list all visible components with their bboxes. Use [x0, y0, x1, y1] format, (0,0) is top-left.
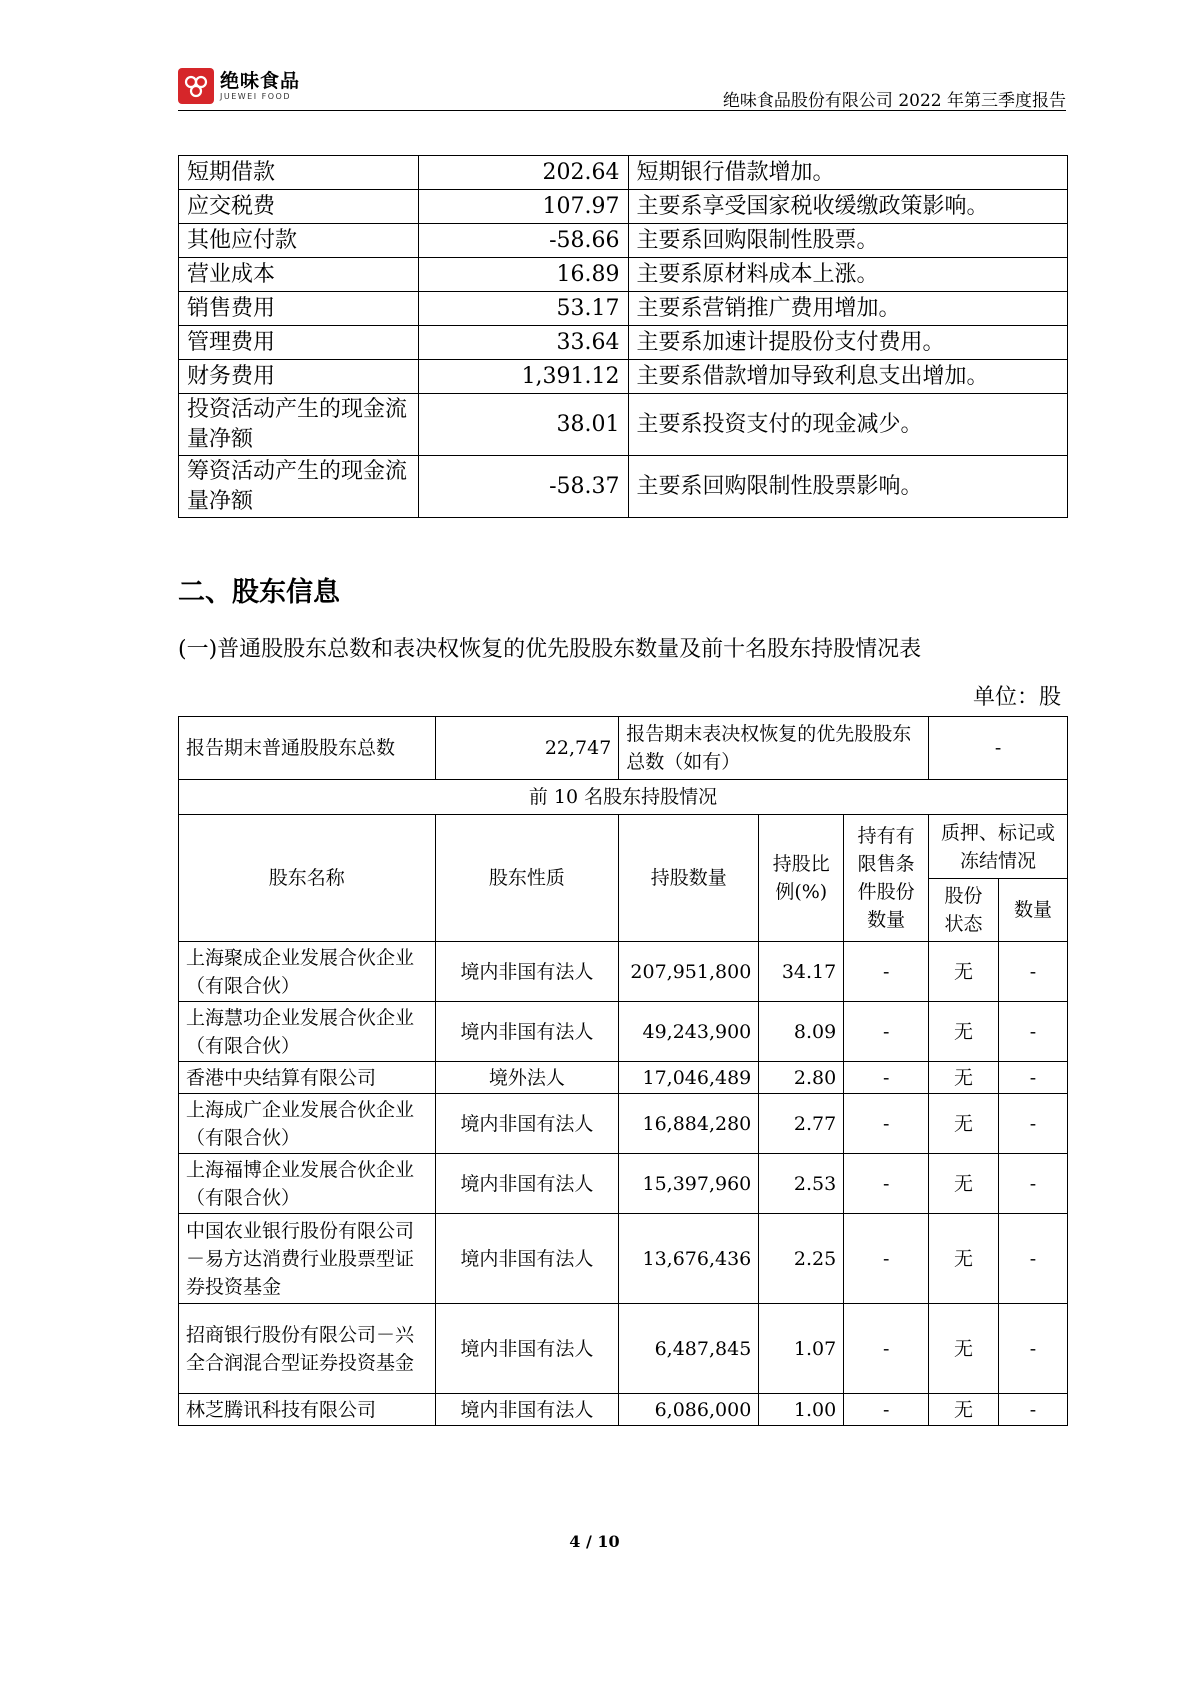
- cell-shares: 15,397,960: [619, 1154, 759, 1214]
- cell-name: 上海聚成企业发展合伙企业（有限合伙）: [179, 942, 436, 1002]
- cell-reason: 短期银行借款增加。: [628, 156, 1067, 190]
- header-shares: 持股数量: [619, 815, 759, 942]
- cell-item: 营业成本: [179, 258, 419, 292]
- page-header: [178, 60, 1066, 112]
- cell-name: 香港中央结算有限公司: [179, 1062, 436, 1094]
- cell-status: 无: [929, 1002, 999, 1062]
- total-value: 22,747: [435, 717, 619, 780]
- cell-item: 销售费用: [179, 292, 419, 326]
- cell-quantity: -: [999, 1304, 1068, 1394]
- cell-value: -58.66: [418, 224, 628, 258]
- cell-ratio: 8.09: [759, 1002, 844, 1062]
- report-title: 绝味食品股份有限公司 2022 年第三季度报告: [722, 91, 1066, 111]
- cell-value: 107.97: [418, 190, 628, 224]
- cell-reason: 主要系原材料成本上涨。: [628, 258, 1067, 292]
- cell-name: 上海慧功企业发展合伙企业（有限合伙）: [179, 1002, 436, 1062]
- cell-nature: 境内非国有法人: [435, 1094, 619, 1154]
- table-row: [179, 942, 1068, 1002]
- section-subtitle: (一)普通股股东总数和表决权恢复的优先股股东数量及前十名股东持股情况表: [178, 637, 922, 662]
- cell-name: 中国农业银行股份有限公司－易方达消费行业股票型证券投资基金: [179, 1214, 436, 1304]
- cell-reason: 主要系加速计提股份支付费用。: [628, 326, 1067, 360]
- top10-title: 前 10 名股东持股情况: [179, 780, 1068, 815]
- cell-restricted: -: [844, 1062, 929, 1094]
- cell-status: 无: [929, 1094, 999, 1154]
- cell-shares: 6,086,000: [619, 1394, 759, 1426]
- cell-name: 上海成广企业发展合伙企业（有限合伙）: [179, 1094, 436, 1154]
- cell-shares: 49,243,900: [619, 1002, 759, 1062]
- header-pledge: 质押、标记或冻结情况: [929, 815, 1068, 879]
- top10-title-row: [179, 780, 1068, 815]
- cell-quantity: -: [999, 1094, 1068, 1154]
- cell-reason: 主要系借款增加导致利息支出增加。: [628, 360, 1067, 394]
- header-name: 股东名称: [179, 815, 436, 942]
- changes-table: [178, 155, 1068, 518]
- cell-quantity: -: [999, 1062, 1068, 1094]
- header-quantity: 数量: [999, 879, 1068, 942]
- header-ratio: 持股比例(%): [759, 815, 844, 942]
- cell-item: 短期借款: [179, 156, 419, 190]
- table-row: [179, 456, 1068, 518]
- totals-row: [179, 717, 1068, 780]
- cell-item: 应交税费: [179, 190, 419, 224]
- cell-status: 无: [929, 1062, 999, 1094]
- cell-name: 招商银行股份有限公司－兴全合润混合型证券投资基金: [179, 1304, 436, 1394]
- table-row: [179, 1062, 1068, 1094]
- table-row: [179, 1304, 1068, 1394]
- cell-shares: 207,951,800: [619, 942, 759, 1002]
- logo-en-text: JUEWEI FOOD: [220, 92, 291, 101]
- cell-item: 投资活动产生的现金流量净额: [179, 394, 419, 456]
- pref-label: 报告期末表决权恢复的优先股股东总数（如有）: [619, 717, 929, 780]
- cell-item: 管理费用: [179, 326, 419, 360]
- header-divider: [178, 110, 1066, 111]
- table-row: [179, 156, 1068, 190]
- cell-value: 1,391.12: [418, 360, 628, 394]
- cell-name: 林芝腾讯科技有限公司: [179, 1394, 436, 1426]
- cell-status: 无: [929, 1214, 999, 1304]
- cell-quantity: -: [999, 1154, 1068, 1214]
- cell-ratio: 34.17: [759, 942, 844, 1002]
- cell-ratio: 2.80: [759, 1062, 844, 1094]
- cell-status: 无: [929, 1154, 999, 1214]
- unit-label: 单位：股: [972, 685, 1061, 710]
- header-row-1: [179, 815, 1068, 879]
- pref-value: -: [929, 717, 1068, 780]
- cell-restricted: -: [844, 1094, 929, 1154]
- cell-item: 筹资活动产生的现金流量净额: [179, 456, 419, 518]
- shareholders-table: [178, 716, 1068, 1426]
- logo-cn-text: 绝味食品: [220, 70, 301, 92]
- table-row: [179, 190, 1068, 224]
- table-row: [179, 224, 1068, 258]
- cell-ratio: 2.77: [759, 1094, 844, 1154]
- cell-item: 财务费用: [179, 360, 419, 394]
- table-row: [179, 292, 1068, 326]
- section-title: 二、股东信息: [178, 577, 340, 608]
- cell-ratio: 2.53: [759, 1154, 844, 1214]
- table-row: [179, 1002, 1068, 1062]
- cell-nature: 境内非国有法人: [435, 1304, 619, 1394]
- cell-quantity: -: [999, 1214, 1068, 1304]
- cell-restricted: -: [844, 1304, 929, 1394]
- cell-quantity: -: [999, 1394, 1068, 1426]
- cell-reason: 主要系回购限制性股票影响。: [628, 456, 1067, 518]
- cell-nature: 境内非国有法人: [435, 1002, 619, 1062]
- table-row: [179, 1214, 1068, 1304]
- cell-nature: 境内非国有法人: [435, 1154, 619, 1214]
- cell-reason: 主要系投资支付的现金减少。: [628, 394, 1067, 456]
- table-row: [179, 360, 1068, 394]
- cell-value: 38.01: [418, 394, 628, 456]
- table-row: [179, 1394, 1068, 1426]
- total-label: 报告期末普通股股东总数: [179, 717, 436, 780]
- cell-status: 无: [929, 942, 999, 1002]
- cell-shares: 16,884,280: [619, 1094, 759, 1154]
- cell-reason: 主要系营销推广费用增加。: [628, 292, 1067, 326]
- cell-shares: 13,676,436: [619, 1214, 759, 1304]
- table-row: [179, 394, 1068, 456]
- cell-name: 上海福博企业发展合伙企业（有限合伙）: [179, 1154, 436, 1214]
- header-nature: 股东性质: [435, 815, 619, 942]
- cell-value: 202.64: [418, 156, 628, 190]
- cell-value: -58.37: [418, 456, 628, 518]
- cell-reason: 主要系回购限制性股票。: [628, 224, 1067, 258]
- cell-ratio: 2.25: [759, 1214, 844, 1304]
- cell-reason: 主要系享受国家税收缓缴政策影响。: [628, 190, 1067, 224]
- cell-nature: 境外法人: [435, 1062, 619, 1094]
- cell-restricted: -: [844, 1154, 929, 1214]
- company-logo: [178, 68, 300, 104]
- table-row: [179, 1154, 1068, 1214]
- cell-nature: 境内非国有法人: [435, 1394, 619, 1426]
- cell-ratio: 1.00: [759, 1394, 844, 1426]
- cell-quantity: -: [999, 942, 1068, 1002]
- logo-icon: [178, 68, 214, 104]
- cell-restricted: -: [844, 1394, 929, 1426]
- cell-shares: 6,487,845: [619, 1304, 759, 1394]
- cell-value: 53.17: [418, 292, 628, 326]
- cell-value: 16.89: [418, 258, 628, 292]
- header-status: 股份状态: [929, 879, 999, 942]
- table-row: [179, 258, 1068, 292]
- cell-item: 其他应付款: [179, 224, 419, 258]
- cell-restricted: -: [844, 1002, 929, 1062]
- cell-restricted: -: [844, 942, 929, 1002]
- cell-status: 无: [929, 1394, 999, 1426]
- cell-shares: 17,046,489: [619, 1062, 759, 1094]
- cell-quantity: -: [999, 1002, 1068, 1062]
- cell-status: 无: [929, 1304, 999, 1394]
- cell-nature: 境内非国有法人: [435, 1214, 619, 1304]
- table-row: [179, 1094, 1068, 1154]
- cell-nature: 境内非国有法人: [435, 942, 619, 1002]
- cell-value: 33.64: [418, 326, 628, 360]
- page-number: 4 / 10: [569, 1532, 620, 1551]
- cell-restricted: -: [844, 1214, 929, 1304]
- cell-ratio: 1.07: [759, 1304, 844, 1394]
- table-row: [179, 326, 1068, 360]
- header-restricted: 持有有限售条件股份数量: [844, 815, 929, 942]
